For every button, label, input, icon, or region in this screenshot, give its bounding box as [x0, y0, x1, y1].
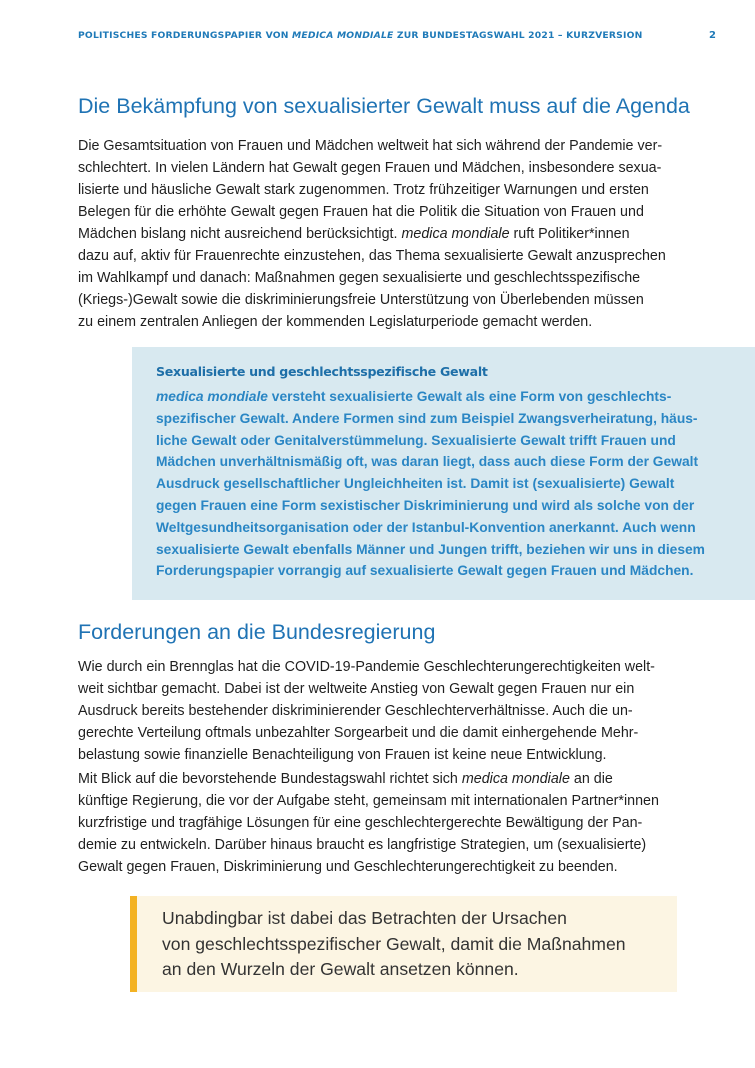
paragraph-line-part: an die: [569, 771, 613, 787]
paragraph-line: Wie durch ein Brennglas hat die COVID-19-Pandemie Geschlechterungerechtigkeiten welt-: [78, 659, 655, 675]
infobox-title: Sexualisierte und geschlechtsspezifische Gewalt: [156, 364, 488, 379]
infobox-line: Mädchen unverhältnismäßig oft, was daran liegt, dass auch diese Form der Gewalt: [156, 454, 699, 470]
section2-paragraph-2: [78, 768, 678, 878]
running-header-end: ZUR BUNDESTAGSWAHL 2021 – KURZVERSION: [393, 30, 643, 41]
paragraph-line: zu einem zentralen Anliegen der kommenden Legislaturperiode gemacht werden.: [78, 314, 593, 330]
paragraph-line: Gewalt gegen Frauen, Diskriminierung und Geschlechterungerechtigkeit zu beenden.: [78, 859, 618, 875]
paragraph-line: demie zu entwickeln. Darüber hinaus braucht es langfristige Strategien, um (sexualisierte): [78, 837, 647, 853]
quote-text: [162, 906, 662, 983]
quote-line: von geschlechtsspezifischer Gewalt, damit die Maßnahmen: [162, 933, 626, 954]
paragraph-line: Ausdruck bereits bestehender diskriminierender Geschlechterverhältnisse. Auch die un-: [78, 703, 633, 719]
infobox-definition: [132, 347, 755, 600]
quote-line: an den Wurzeln der Gewalt ansetzen können.: [162, 959, 519, 979]
page-number: 2: [709, 30, 716, 41]
quote-line: Unabdingbar ist dabei das Betrachten der Ursachen: [162, 908, 567, 928]
section-title-agenda: Die Bekämpfung von sexualisierter Gewalt muss auf die Agenda: [78, 94, 690, 118]
paragraph-line: Die Gesamtsituation von Frauen und Mädchen weltweit hat sich während der Pandemie ver-: [78, 138, 663, 154]
paragraph-line: im Wahlkampf und danach: Maßnahmen gegen sexualisierte und geschlechtsspezifische: [78, 270, 641, 286]
paragraph-line-part: Mit Blick auf die bevorstehende Bundestagswahl richtet sich: [78, 771, 462, 787]
paragraph-line: dazu auf, aktiv für Frauenrechte einzustehen, das Thema sexualisierte Gewalt anzusprechen: [78, 248, 666, 264]
paragraph-line-part: ruft Politiker*innen: [509, 226, 630, 242]
paragraph-line: lisierte und häusliche Gewalt stark zugenommen. Trotz frühzeitiger Warnungen und ersten: [78, 182, 649, 198]
paragraph-line: [78, 223, 678, 245]
paragraph-line: Belegen für die erhöhte Gewalt gegen Frauen hat die Politik die Situation von Frauen und: [78, 204, 644, 220]
infobox-line: [156, 386, 736, 408]
infobox-body: [156, 386, 736, 582]
paragraph-line: kurzfristige und tragfähige Lösungen für eine geschlechtergerechte Bewältigung der Pan-: [78, 815, 643, 831]
paragraph-line: belastung sowie finanzielle Benachteiligung von Frauen ist keine neue Entwicklung.: [78, 747, 607, 763]
infobox-line-part: versteht sexualisierte Gewalt als eine Form von geschlechts-: [267, 389, 672, 404]
organisation-name: medica mondiale: [156, 389, 268, 404]
infobox-line: spezifischer Gewalt. Andere Formen sind zum Beispiel Zwangsverheiratung, häus-: [156, 410, 698, 426]
infobox-line: Forderungspapier vorrangig auf sexualisierte Gewalt gegen Frauen und Mädchen.: [156, 563, 694, 579]
running-header: [78, 30, 698, 41]
infobox-line: liche Gewalt oder Genitalverstümmelung. Sexualisierte Gewalt trifft Frauen und: [156, 432, 676, 448]
paragraph-line: [78, 768, 678, 790]
section2-paragraph-1: [78, 656, 678, 766]
organisation-name: medica mondiale: [461, 771, 570, 787]
paragraph-line: weit sichtbar gemacht. Dabei ist der weltweite Anstieg von Gewalt gegen Frauen nur ein: [78, 681, 635, 697]
paragraph-line: künftige Regierung, die vor der Aufgabe steht, gemeinsam mit internationalen Partner*innen: [78, 793, 659, 809]
quote-accent-bar: [130, 896, 137, 992]
paragraph-line: schlechtert. In vielen Ländern hat Gewalt gegen Frauen und Mädchen, insbesondere sexua-: [78, 160, 662, 176]
infobox-line: gegen Frauen eine Form sexistischer Diskriminierung und wird als solche von der: [156, 497, 695, 513]
infobox-line: Weltgesundheitsorganisation oder der Istanbul-Konvention anerkannt. Auch wenn: [156, 519, 696, 535]
paragraph-line: gerechte Verteilung oftmals unbezahlter Sorgearbeit und die damit einhergehende Mehr-: [78, 725, 639, 741]
infobox-line: Ausdruck gesellschaftlicher Ungleichheiten ist. Damit ist (sexualisierte) Gewalt: [156, 476, 675, 492]
section1-paragraph: [78, 135, 678, 333]
pull-quote: [130, 896, 677, 992]
running-header-organisation: MEDICA MONDIALE: [292, 30, 394, 41]
section-title-demands: Forderungen an die Bundesregierung: [78, 620, 436, 644]
running-header-start: POLITISCHES FORDERUNGSPAPIER VON: [78, 30, 293, 41]
infobox-line: sexualisierte Gewalt ebenfalls Männer und Jungen trifft, beziehen wir uns in diesem: [156, 541, 705, 557]
organisation-name: medica mondiale: [401, 226, 510, 242]
paragraph-line-part: Mädchen bislang nicht ausreichend berücksichtigt.: [78, 226, 402, 242]
paragraph-line: (Kriegs-)Gewalt sowie die diskriminierungsfreie Unterstützung von Überlebenden müssen: [78, 292, 644, 308]
